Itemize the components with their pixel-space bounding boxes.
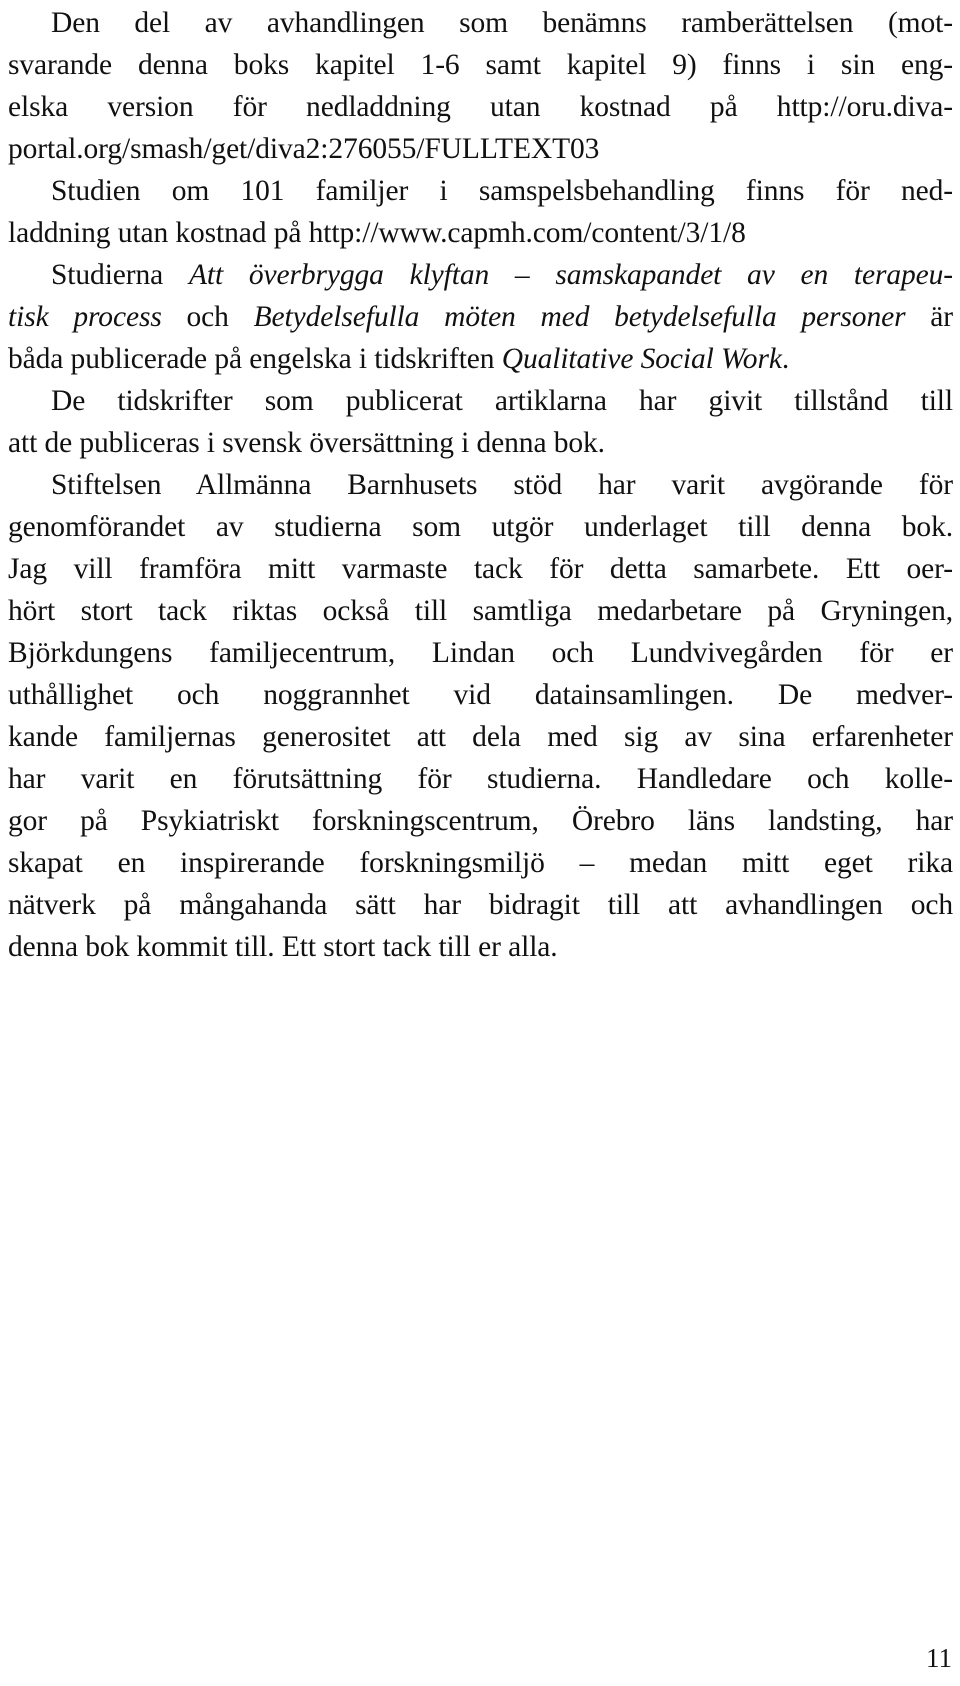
- text-line: gor på Psykiatriskt forskningscentrum, Örebro läns landsting, har: [8, 805, 953, 837]
- text-line: Studien om 101 familjer i samspelsbehandling finns för ned-: [51, 175, 953, 207]
- text-line: svarande denna boks kapitel 1-6 samt kapitel 9) finns i sin eng-: [8, 49, 953, 81]
- text-line: har varit en förutsättning för studierna. Handledare och kolle-: [8, 763, 953, 795]
- text-line: nätverk på mångahanda sätt har bidragit till att avhandlingen och: [8, 889, 953, 921]
- text-line: Den del av avhandlingen som benämns ramberättelsen (mot-: [51, 7, 953, 39]
- text-line: Jag vill framföra mitt varmaste tack för detta samarbete. Ett oer-: [8, 553, 953, 585]
- text-line: hört stort tack riktas också till samtliga medarbetare på Gryningen,: [8, 595, 953, 627]
- text-line: Studierna Att överbrygga klyftan – samskapandet av en terapeu-: [51, 259, 954, 291]
- page-number: 11: [926, 1643, 952, 1673]
- text-line: uthållighet och noggrannhet vid datainsamlingen. De medver-: [8, 679, 953, 711]
- text-line: elska version för nedladdning utan kostnad på http://oru.diva-: [8, 91, 953, 123]
- text-line: Stiftelsen Allmänna Barnhusets stöd har varit avgörande för: [51, 469, 953, 501]
- text-line: Björkdungens familjecentrum, Lindan och Lundvivegården för er: [8, 637, 953, 669]
- text-line: kande familjernas generositet att dela med sig av sina erfarenheter: [8, 721, 953, 753]
- text-line: denna bok kommit till. Ett stort tack till er alla.: [8, 931, 558, 963]
- text-line: portal.org/smash/get/diva2:276055/FULLTEXT03: [8, 133, 600, 165]
- text-line: laddning utan kostnad på http://www.capmh.com/content/3/1/8: [8, 217, 746, 249]
- text-line: De tidskrifter som publicerat artiklarna har givit tillstånd till: [51, 385, 953, 417]
- text-line: båda publicerade på engelska i tidskriften Qualitative Social Work.: [8, 343, 790, 375]
- text-line: tisk process och Betydelsefulla möten med betydelsefulla personer är: [8, 301, 953, 333]
- text-line: skapat en inspirerande forskningsmiljö – medan mitt eget rika: [8, 847, 953, 879]
- text-line: att de publiceras i svensk översättning i denna bok.: [8, 427, 605, 459]
- text-line: genomförandet av studierna som utgör underlaget till denna bok.: [8, 511, 953, 543]
- body-text: [8, 2, 953, 968]
